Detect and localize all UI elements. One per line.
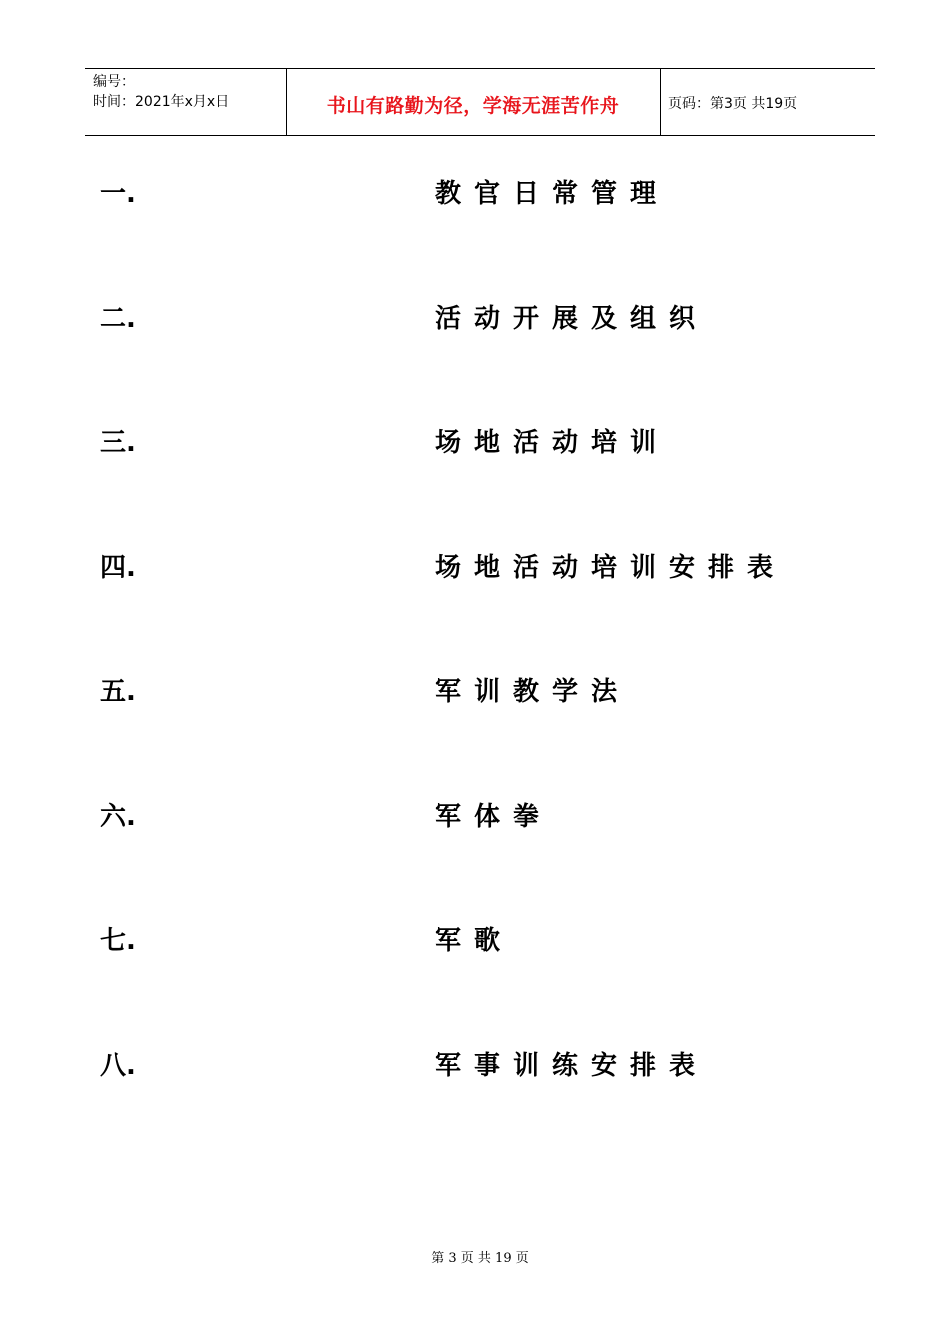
time-label: 时间：2021年x月x日	[93, 94, 230, 110]
toc-number: 七.	[100, 926, 136, 956]
header-divider-right	[660, 69, 661, 136]
toc-title: 场地活动培训安排表	[435, 553, 787, 583]
toc-item	[0, 423, 950, 463]
toc-item	[0, 1046, 950, 1086]
toc-number: 六.	[100, 802, 136, 832]
toc-title: 场地活动培训	[435, 428, 670, 458]
page-header	[85, 68, 875, 136]
toc-item	[0, 797, 950, 837]
toc-number: 四.	[100, 553, 136, 583]
toc-item	[0, 174, 950, 214]
toc-title: 军事训练安排表	[435, 1051, 709, 1081]
toc-item	[0, 672, 950, 712]
header-page-info: 页码：第3页 共19页	[668, 96, 798, 112]
toc-number: 二.	[100, 304, 136, 334]
toc-number: 五.	[100, 677, 136, 707]
toc-title: 军训教学法	[435, 677, 631, 707]
toc-item	[0, 299, 950, 339]
toc-title: 军体拳	[435, 802, 553, 832]
toc-item	[0, 921, 950, 961]
toc-number: 三.	[100, 428, 136, 458]
header-meta	[93, 72, 229, 112]
toc-title: 教官日常管理	[435, 179, 670, 209]
header-motto: 书山有路勤为径，学海无涯苦作舟	[326, 95, 620, 117]
toc-number: 八.	[100, 1051, 136, 1081]
toc-number: 一.	[100, 179, 136, 209]
page-footer: 第 3 页 共 19 页	[431, 1251, 529, 1266]
toc-item	[0, 548, 950, 588]
toc-title: 活动开展及组织	[435, 304, 709, 334]
toc-title: 军歌	[435, 926, 514, 956]
serial-number-label: 编号：	[93, 74, 135, 90]
